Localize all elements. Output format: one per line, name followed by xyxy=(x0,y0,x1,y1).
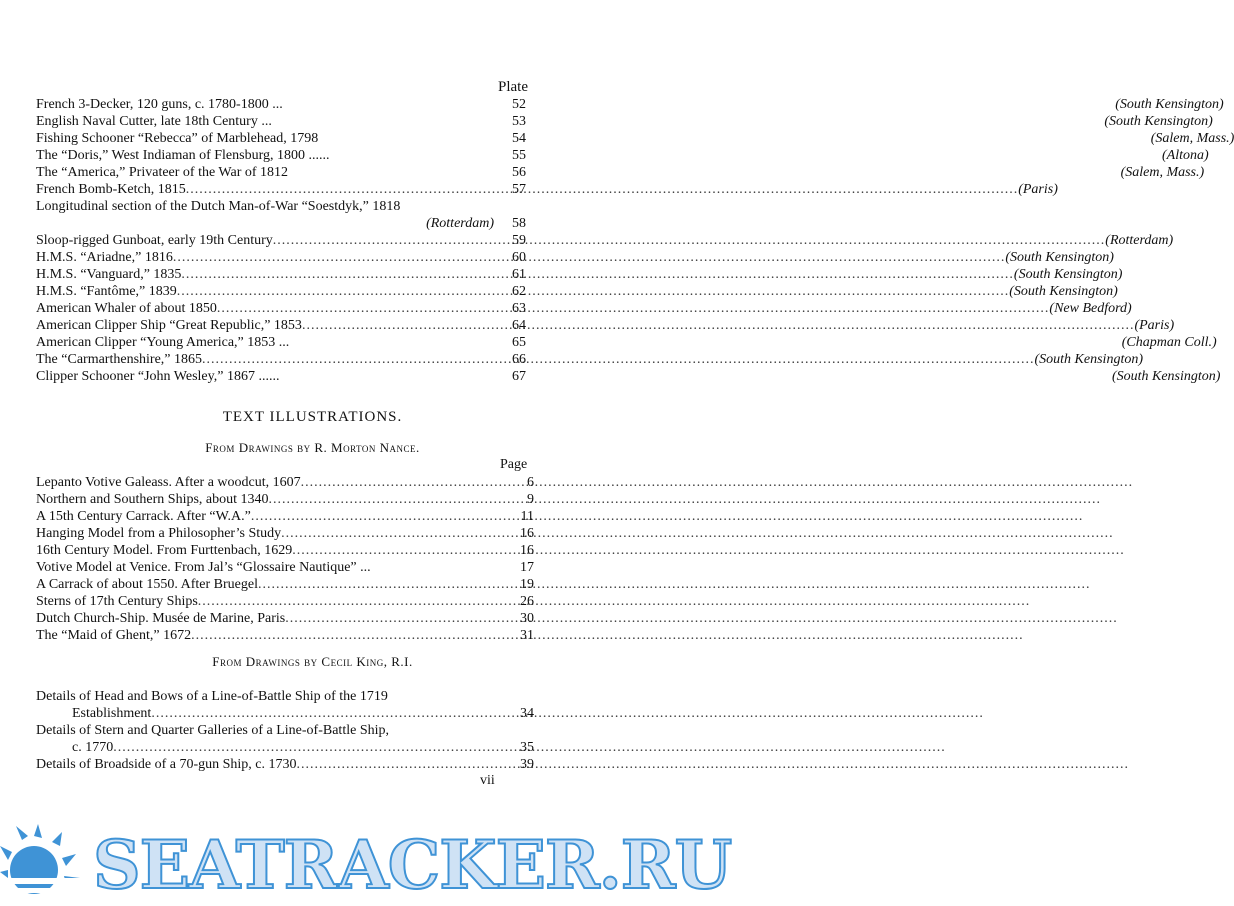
plate-title: American Whaler of about 1850 xyxy=(36,301,217,316)
plate-title: H.M.S. “Fantôme,” 1839 xyxy=(36,284,177,299)
leader-dots xyxy=(217,300,1050,317)
plate-number: 59 xyxy=(512,233,526,248)
leader-dots xyxy=(191,627,1024,644)
plate-row xyxy=(36,215,534,232)
plate-source: (South Kensington) xyxy=(1104,114,1213,129)
plate-number: 66 xyxy=(512,352,526,367)
plate-row xyxy=(36,283,1118,300)
illustration-page-number: 30 xyxy=(520,611,534,626)
plate-number: 63 xyxy=(512,301,526,316)
illustration-title: Northern and Southern Ships, about 1340 xyxy=(36,492,269,507)
illustration-entry xyxy=(36,576,504,593)
illustration-entry xyxy=(36,491,504,508)
illustration-row xyxy=(36,508,534,525)
plate-row xyxy=(36,130,1234,147)
illustration-page-number: 17 xyxy=(520,560,534,575)
section-title: TEXT ILLUSTRATIONS. xyxy=(222,409,403,425)
illustration-entry xyxy=(36,722,504,739)
group1-heading: From Drawings by R. Morton Nance. xyxy=(205,440,420,455)
plate-number: 54 xyxy=(512,131,526,146)
page-folio: vii xyxy=(480,773,495,788)
illustration-page-number: 16 xyxy=(520,543,534,558)
page-column-heading: Page xyxy=(500,457,528,472)
illustration-entry xyxy=(72,705,504,722)
leader-dots xyxy=(251,508,1084,525)
leader-dots xyxy=(273,232,1106,249)
plate-source: (South Kensington) xyxy=(1111,369,1221,384)
illustration-entry xyxy=(36,688,504,705)
plate-title: The “Doris,” West Indiaman of Flensburg, 1800 ...... xyxy=(36,148,330,163)
illustration-page-number: 9 xyxy=(527,492,534,507)
leader-dots xyxy=(173,249,1006,266)
plate-number: 53 xyxy=(512,114,526,129)
illustration-row xyxy=(36,525,534,542)
plate-number: 64 xyxy=(512,318,526,333)
plate-number: 65 xyxy=(512,335,526,350)
plate-row xyxy=(36,300,1132,317)
illustration-page-number: 6 xyxy=(527,475,534,490)
illustration-entry xyxy=(36,508,504,525)
illustration-title: 16th Century Model. From Furttenbach, 1629 xyxy=(36,543,293,558)
illustration-entry xyxy=(36,756,504,773)
plate-source: (Salem, Mass.) xyxy=(1120,165,1205,180)
illustration-page-number: 26 xyxy=(520,594,534,609)
leader-dots xyxy=(285,610,1118,627)
illustration-title: Hanging Model from a Philosopher’s Study xyxy=(36,526,282,541)
illustration-entry xyxy=(36,542,504,559)
plate-number: 55 xyxy=(512,148,526,163)
plate-row xyxy=(36,147,1209,164)
plate-source: (South Kensington) xyxy=(1005,250,1114,265)
leader-dots xyxy=(281,525,1114,542)
illustration-entry xyxy=(36,525,504,542)
illustration-row xyxy=(36,610,534,627)
plate-row xyxy=(36,351,1143,368)
plate-title: H.M.S. “Vanguard,” 1835 xyxy=(36,267,182,282)
leader-dots xyxy=(198,593,1031,610)
illustration-title: Sterns of 17th Century Ships xyxy=(36,594,198,609)
plate-row xyxy=(36,96,1224,113)
plate-title: French 3-Decker, 120 guns, c. 1780-1800 ... xyxy=(36,97,283,112)
plate-number: 57 xyxy=(512,182,526,197)
illustration-row xyxy=(36,559,534,576)
plate-row xyxy=(36,249,1114,266)
illustration-entry xyxy=(36,627,504,644)
leader-dots xyxy=(292,542,1125,559)
illustration-title: Establishment xyxy=(72,706,152,721)
illustration-title: Details of Broadside of a 70-gun Ship, c. 1730 xyxy=(36,757,297,772)
plate-row xyxy=(36,164,1205,181)
watermark xyxy=(0,818,732,906)
illustration-row xyxy=(36,576,534,593)
illustration-row xyxy=(36,688,534,705)
illustration-page-number: 35 xyxy=(520,740,534,755)
illustration-row xyxy=(36,756,534,773)
illustration-page-number: 31 xyxy=(520,628,534,643)
plate-title: Clipper Schooner “John Wesley,” 1867 ...... xyxy=(36,369,280,384)
plate-source: (Rotterdam) xyxy=(1105,233,1174,248)
sun-logo-icon xyxy=(0,818,95,906)
plate-title: French Bomb-Ketch, 1815 xyxy=(36,182,186,197)
plate-source: (Paris) xyxy=(1134,318,1175,333)
group1-list xyxy=(36,474,534,644)
leader-dots xyxy=(258,576,1091,593)
leader-dots xyxy=(151,705,984,722)
plates-list xyxy=(36,96,1234,385)
illustration-row xyxy=(36,593,534,610)
illustration-page-number: 19 xyxy=(520,577,534,592)
plate-row xyxy=(36,334,1217,351)
plate-source: (Salem, Mass.) xyxy=(1150,131,1234,146)
plate-source: (South Kensington) xyxy=(1034,352,1143,367)
plate-title: English Naval Cutter, late 18th Century ... xyxy=(36,114,272,129)
plate-title: American Clipper “Young America,” 1853 ... xyxy=(36,335,290,350)
illustration-page-number: 11 xyxy=(520,509,534,524)
group2-list xyxy=(36,688,534,773)
illustration-title: A Carrack of about 1550. After Bruegel xyxy=(36,577,258,592)
illustration-title: A 15th Century Carrack. After “W.A.” xyxy=(36,509,251,524)
plate-title: Sloop-rigged Gunboat, early 19th Century xyxy=(36,233,273,248)
illustration-row xyxy=(36,705,534,722)
illustration-entry xyxy=(36,474,504,491)
plate-source: (Altona) xyxy=(1161,148,1209,163)
plate-title: H.M.S. “Ariadne,” 1816 xyxy=(36,250,173,265)
illustration-title: The “Maid of Ghent,” 1672 xyxy=(36,628,192,643)
plate-row xyxy=(36,113,1213,130)
leader-dots xyxy=(181,266,1014,283)
plate-row xyxy=(36,368,1221,385)
plate-number: 67 xyxy=(512,369,526,384)
watermark-text: SEATRACKER.RU xyxy=(93,826,732,904)
illustration-title: Lepanto Votive Galeass. After a woodcut, 1607 xyxy=(36,475,301,490)
plate-column-heading: Plate xyxy=(498,79,528,95)
leader-dots xyxy=(177,283,1010,300)
illustration-entry xyxy=(36,593,504,610)
illustration-title: c. 1770 xyxy=(72,740,114,755)
illustration-entry xyxy=(36,559,504,576)
plate-source: (South Kensington) xyxy=(1115,97,1224,112)
illustration-row xyxy=(36,474,534,491)
plate-source: (South Kensington) xyxy=(1013,267,1123,282)
leader-dots xyxy=(297,756,1130,773)
plate-source: (Paris) xyxy=(1018,182,1058,197)
plate-source: (South Kensington) xyxy=(1009,284,1118,299)
plate-number: 52 xyxy=(512,97,526,112)
plate-entry xyxy=(36,215,494,232)
illustration-row xyxy=(36,491,534,508)
illustration-row xyxy=(36,739,534,756)
leader-dots xyxy=(202,351,1035,368)
plate-source: (Chapman Coll.) xyxy=(1121,335,1217,350)
plate-number: 62 xyxy=(512,284,526,299)
illustration-entry xyxy=(72,739,504,756)
plate-source: (Rotterdam) xyxy=(426,216,494,231)
leader-dots xyxy=(302,317,1135,334)
plate-entry xyxy=(36,368,1221,385)
illustration-title: Details of Head and Bows of a Line-of-Battle Ship of the 1719 xyxy=(36,689,388,704)
plate-source: (New Bedford) xyxy=(1049,301,1132,316)
plate-title: American Clipper Ship “Great Republic,” 1853 xyxy=(36,318,302,333)
illustration-title: Dutch Church-Ship. Musée de Marine, Paris xyxy=(36,611,286,626)
illustration-row xyxy=(36,627,534,644)
leader-dots xyxy=(301,474,1134,491)
plate-number: 61 xyxy=(512,267,526,282)
plate-title: Fishing Schooner “Rebecca” of Marblehead, 1798 xyxy=(36,131,319,146)
leader-dots xyxy=(186,181,1019,198)
illustration-row xyxy=(36,542,534,559)
leader-dots xyxy=(269,491,1102,508)
illustration-page-number: 34 xyxy=(520,706,534,721)
plate-row xyxy=(36,266,1123,283)
plate-row xyxy=(36,198,534,215)
plate-row xyxy=(36,181,1058,198)
illustration-title: Votive Model at Venice. From Jal’s “Glossaire Nautique” ... xyxy=(36,560,371,575)
illustration-title: Details of Stern and Quarter Galleries of a Line-of-Battle Ship, xyxy=(36,723,389,738)
plate-number: 56 xyxy=(512,165,526,180)
plate-title: The “America,” Privateer of the War of 1812 xyxy=(36,165,289,180)
plate-title: Longitudinal section of the Dutch Man-of-War “Soestdyk,” 1818 xyxy=(36,199,401,214)
plate-row xyxy=(36,232,1174,249)
illustration-row xyxy=(36,722,534,739)
illustration-entry xyxy=(36,610,504,627)
illustration-page-number: 16 xyxy=(520,526,534,541)
plate-title: The “Carmarthenshire,” 1865 xyxy=(36,352,202,367)
plate-number: 58 xyxy=(512,216,526,231)
plate-entry xyxy=(36,198,494,215)
plate-number: 60 xyxy=(512,250,526,265)
plate-row xyxy=(36,317,1175,334)
illustration-page-number: 39 xyxy=(520,757,534,772)
group2-heading: From Drawings by Cecil King, R.I. xyxy=(212,654,413,669)
